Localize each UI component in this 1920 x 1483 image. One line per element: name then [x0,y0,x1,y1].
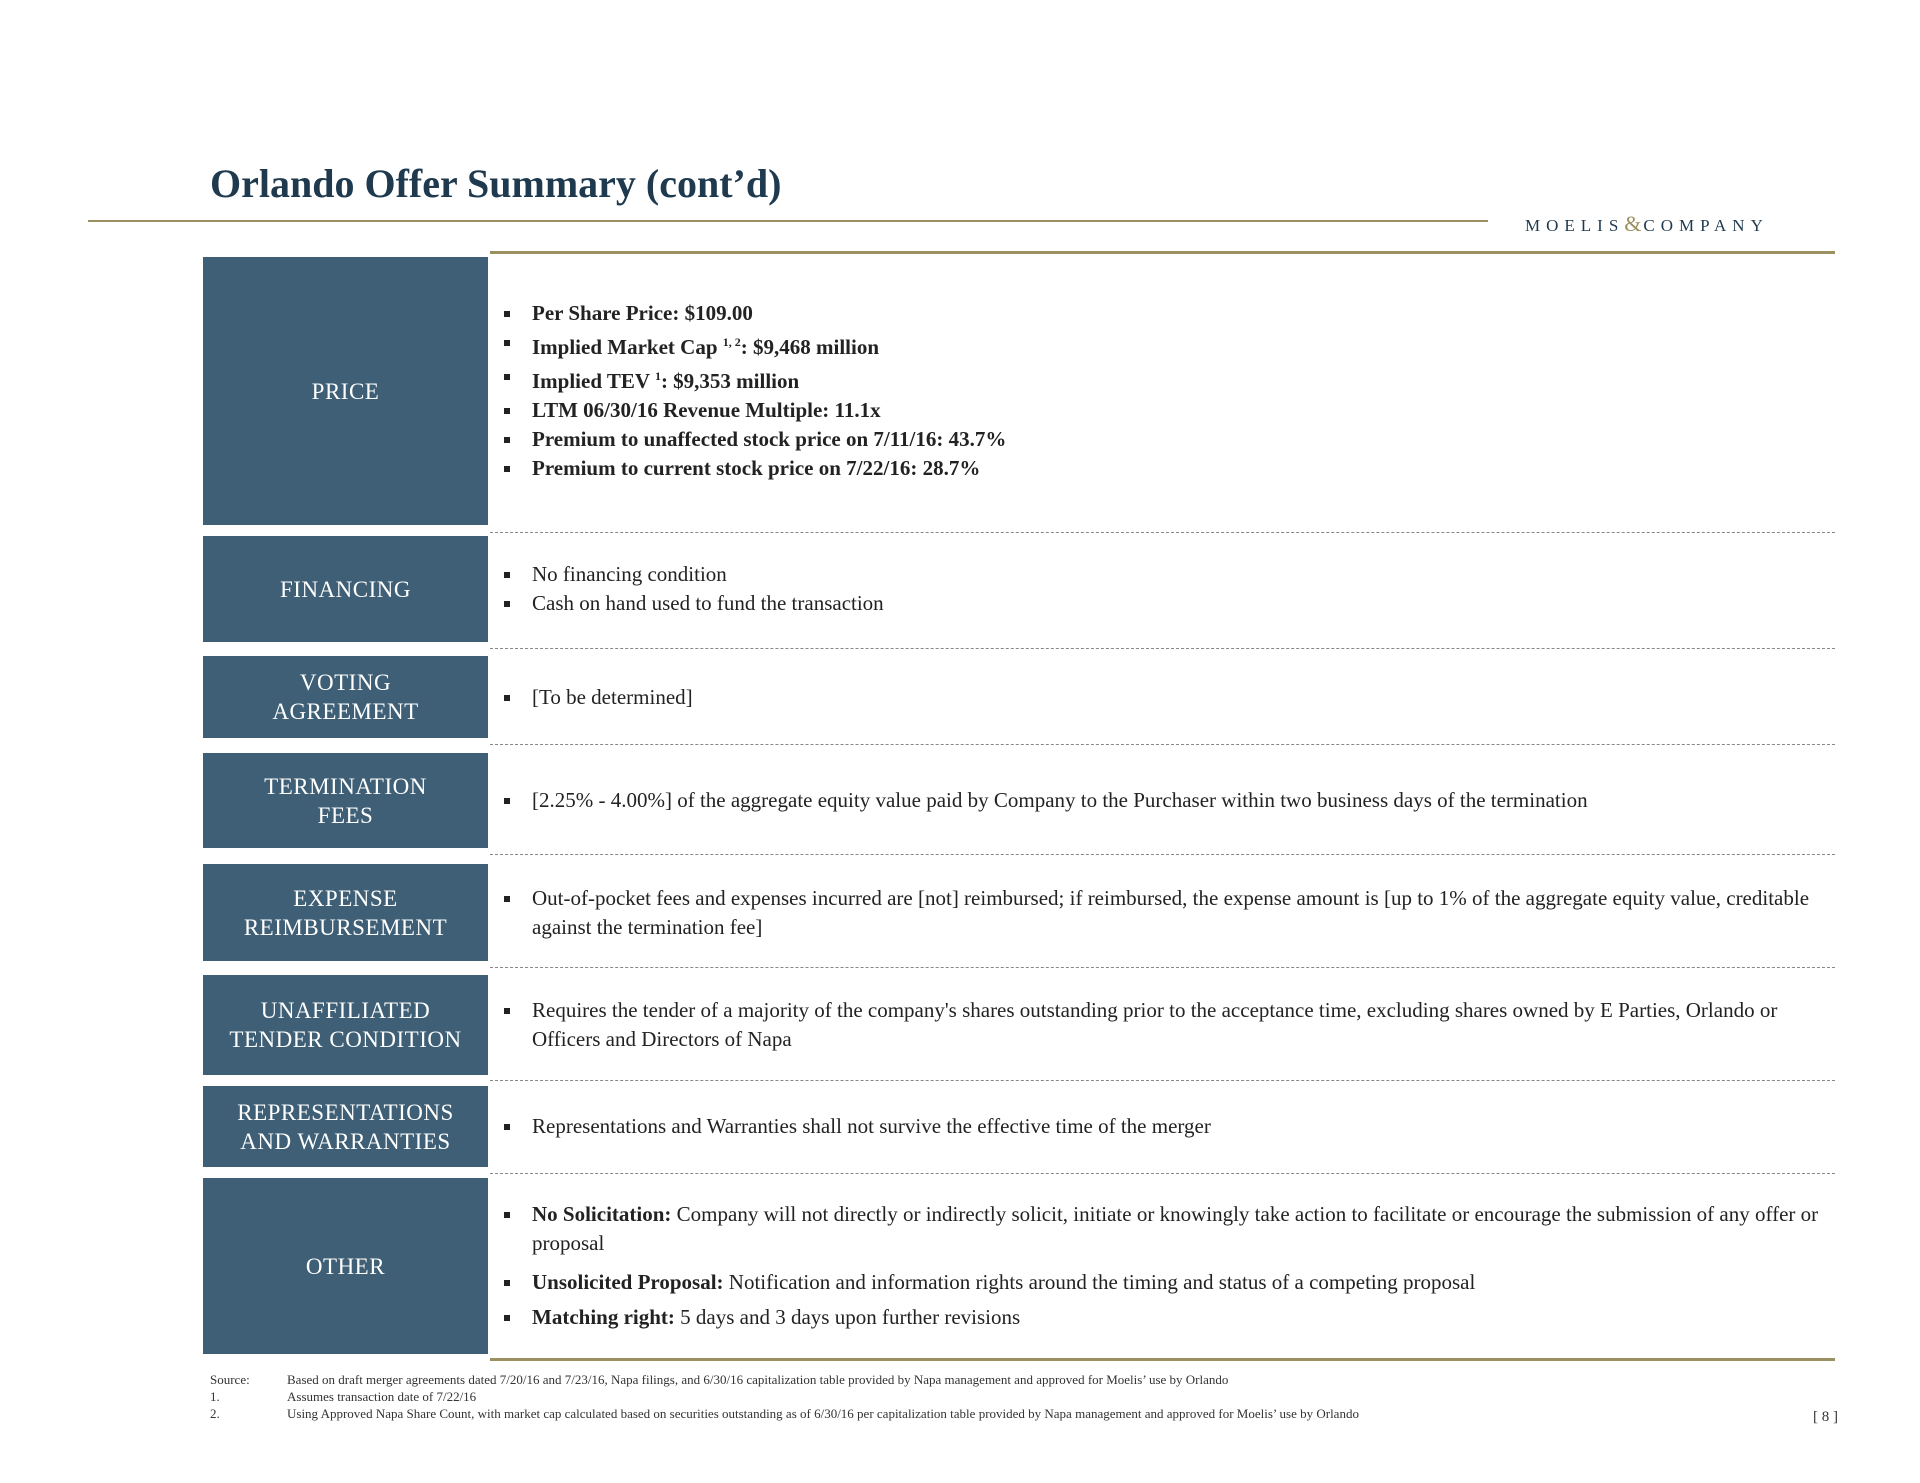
title-divider [88,220,1488,222]
item-text: Company will not directly or indirectly solicit, initiate or knowingly take action to facilitate or encourage the submission of any offer or proposal [532,1202,1819,1255]
label-termination-fees [203,753,488,848]
label-text: OTHER [305,1253,386,1279]
list-item: Representations and Warranties shall not survive the effective time of the merger [498,1112,1835,1141]
item-text: 5 days and 3 days upon further revisions [674,1305,1021,1329]
footnote-key: 1. [210,1389,220,1404]
label-text: REPRESENTATIONS AND WARRANTIES [237,1099,454,1154]
item-text: Notification and information rights around the timing and status of a competing proposal [723,1270,1476,1294]
list-item: Per Share Price: $109.00 [498,299,1835,328]
footnote-2 [210,1405,1810,1422]
label-text: PRICE [311,378,380,404]
list-item: [To be determined] [498,683,1835,712]
brand-left: MOELIS [1525,216,1625,235]
row-divider [490,532,1835,533]
footnote-text: Based on draft merger agreements dated 7/20/16 and 7/23/16, Napa filings, and 6/30/16 capitalization table provided by Napa management and approved for Moelis’ use by Orlando [287,1372,1229,1387]
row-divider [490,744,1835,745]
label-voting-agreement [203,656,488,738]
superscript: 1, 2 [722,335,741,349]
content-termination-fees [498,753,1835,848]
label-text: VOTING AGREEMENT [272,670,419,724]
list-item: No financing condition [498,560,1835,589]
list-item [498,328,1835,362]
superscript: 1 [654,369,661,383]
item-text: Implied TEV [532,369,655,393]
footnote-text: Assumes transaction date of 7/22/16 [287,1389,477,1404]
footnote-source [210,1371,1810,1388]
label-unaffiliated-tender-condition [203,975,488,1075]
label-text: TERMINATION FEES [264,773,427,828]
item-term: No Solicitation: [532,1202,672,1226]
item-term: Matching right: [532,1305,675,1329]
row-divider [490,854,1835,855]
list-item [498,362,1835,396]
brand-right: COMPANY [1643,216,1769,235]
label-text: FINANCING [280,576,411,602]
list-item: [2.25% - 4.00%] of the aggregate equity value paid by Company to the Purchaser within two business days of the termination [498,786,1835,815]
label-price [203,257,488,525]
footnotes [210,1371,1810,1422]
content-voting-agreement [498,656,1835,738]
table-bottom-rule [490,1358,1835,1361]
list-item [498,1268,1835,1297]
content-financing [498,536,1835,642]
item-term: Unsolicited Proposal: [532,1270,724,1294]
label-other [203,1178,488,1354]
footnote-text: Using Approved Napa Share Count, with market cap calculated based on securities outstanding as of 6/30/16 per capitalization table provided by Napa management and approved for Moelis’ use by Orlando [287,1406,1359,1421]
content-unaffiliated-tender-condition [498,975,1835,1075]
label-text: EXPENSE REIMBURSEMENT [243,885,448,940]
row-divider [490,1173,1835,1174]
label-text: UNAFFILIATED TENDER CONDITION [229,998,462,1052]
footnote-key: 2. [210,1406,220,1421]
page-title: Orlando Offer Summary (cont’d) [210,161,782,206]
brand-amp: & [1624,211,1644,236]
list-item: Premium to unaffected stock price on 7/11/16: 43.7% [498,425,1835,454]
row-divider [490,648,1835,649]
list-item: LTM 06/30/16 Revenue Multiple: 11.1x [498,396,1835,425]
list-item [498,1303,1835,1332]
content-other [498,1178,1835,1354]
row-divider [490,1080,1835,1081]
page-number: [ 8 ] [1813,1409,1838,1425]
footnote-key: Source: [210,1372,250,1387]
list-item: Requires the tender of a majority of the company's shares outstanding prior to the acceptance time, excluding shares owned by E Parties, Orlando or Officers and Directors of Napa [498,996,1835,1054]
item-text: : $9,468 million [740,335,880,359]
item-text: Implied Market Cap [532,335,723,359]
item-text: : $9,353 million [660,369,800,393]
content-expense-reimbursement [498,864,1835,961]
list-item: Cash on hand used to fund the transaction [498,589,1835,618]
footnote-1 [210,1388,1810,1405]
table-top-rule [490,251,1835,254]
label-expense-reimbursement [203,864,488,961]
row-divider [490,967,1835,968]
label-financing [203,536,488,642]
list-item: Out-of-pocket fees and expenses incurred are [not] reimbursed; if reimbursed, the expense amount is [up to 1% of the aggregate equity value, creditable against the termination fee] [498,884,1835,942]
content-price [498,257,1835,525]
list-item [498,1200,1835,1258]
label-representations-and-warranties [203,1086,488,1167]
content-representations-and-warranties [498,1086,1835,1167]
list-item: Premium to current stock price on 7/22/16: 28.7% [498,454,1835,483]
brand-logo [1525,211,1769,237]
